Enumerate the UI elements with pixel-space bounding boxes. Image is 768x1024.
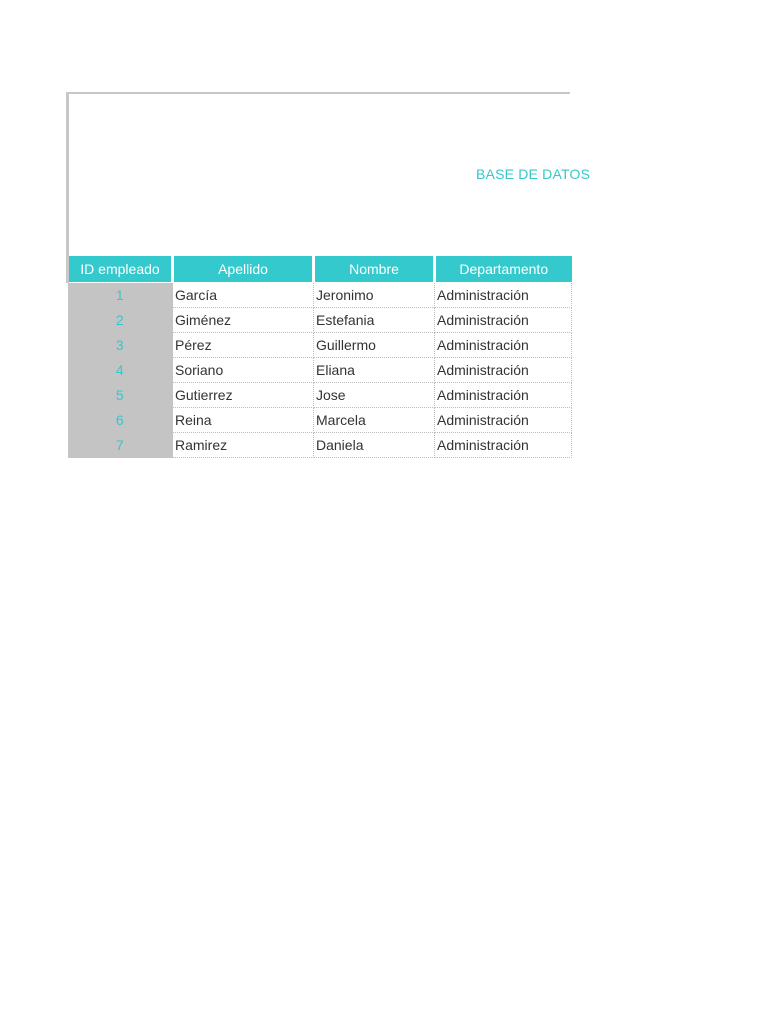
cell-apellido[interactable]: Giménez xyxy=(173,308,314,333)
cell-id[interactable]: 2 xyxy=(68,308,173,333)
sheet-title: BASE DE DATOS xyxy=(476,166,591,182)
column-header-nombre[interactable]: Nombre xyxy=(314,256,435,283)
cell-nombre[interactable]: Jose xyxy=(314,383,435,408)
cell-departamento[interactable]: Administración xyxy=(435,408,572,433)
column-header-departamento[interactable]: Departamento xyxy=(435,256,572,283)
table-row xyxy=(68,433,572,458)
cell-apellido[interactable]: García xyxy=(173,283,314,308)
table-row xyxy=(68,358,572,383)
table-row xyxy=(68,308,572,333)
cell-apellido[interactable]: Ramirez xyxy=(173,433,314,458)
table-row xyxy=(68,333,572,358)
cell-nombre[interactable]: Daniela xyxy=(314,433,435,458)
cell-id[interactable]: 7 xyxy=(68,433,173,458)
cell-departamento[interactable]: Administración xyxy=(435,433,572,458)
table-row xyxy=(68,283,572,308)
column-header-apellido[interactable]: Apellido xyxy=(173,256,314,283)
cell-departamento[interactable]: Administración xyxy=(435,333,572,358)
cell-apellido[interactable]: Soriano xyxy=(173,358,314,383)
cell-departamento[interactable]: Administración xyxy=(435,383,572,408)
cell-nombre[interactable]: Jeronimo xyxy=(314,283,435,308)
cell-id[interactable]: 4 xyxy=(68,358,173,383)
cell-nombre[interactable]: Guillermo xyxy=(314,333,435,358)
cell-departamento[interactable]: Administración xyxy=(435,358,572,383)
employee-table xyxy=(66,256,572,458)
cell-id[interactable]: 5 xyxy=(68,383,173,408)
spreadsheet xyxy=(66,92,591,460)
header-row xyxy=(68,256,572,283)
table-row xyxy=(68,408,572,433)
column-header-id[interactable]: ID empleado xyxy=(68,256,173,283)
cell-id[interactable]: 6 xyxy=(68,408,173,433)
table-row xyxy=(68,383,572,408)
cell-departamento[interactable]: Administración xyxy=(435,308,572,333)
cell-departamento[interactable]: Administración xyxy=(435,283,572,308)
cell-nombre[interactable]: Marcela xyxy=(314,408,435,433)
cell-id[interactable]: 3 xyxy=(68,333,173,358)
cell-apellido[interactable]: Pérez xyxy=(173,333,314,358)
cell-apellido[interactable]: Gutierrez xyxy=(173,383,314,408)
cell-nombre[interactable]: Eliana xyxy=(314,358,435,383)
cell-apellido[interactable]: Reina xyxy=(173,408,314,433)
cell-id[interactable]: 1 xyxy=(68,283,173,308)
title-area xyxy=(66,92,591,256)
cell-nombre[interactable]: Estefania xyxy=(314,308,435,333)
